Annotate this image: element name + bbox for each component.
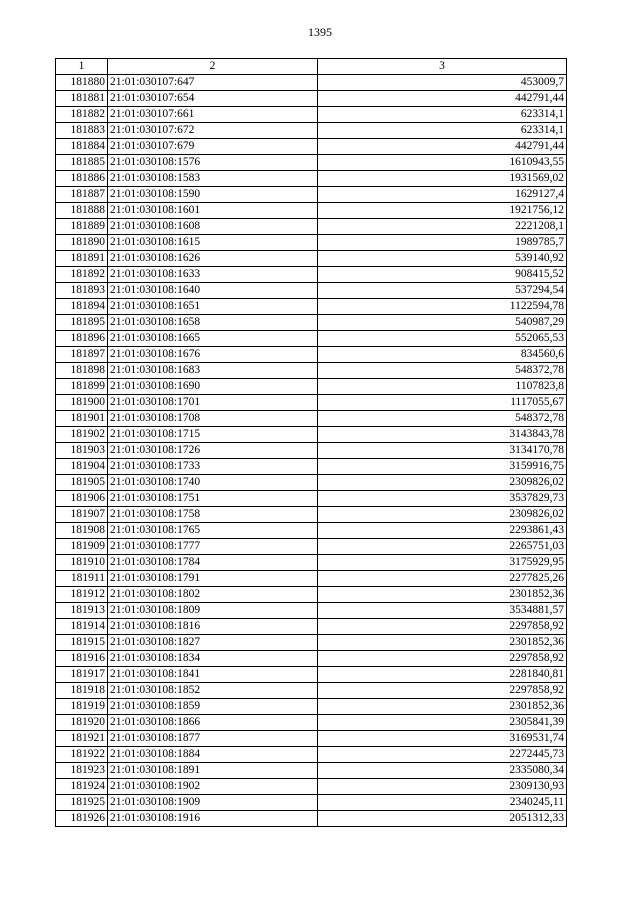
table-header-row [56, 59, 567, 75]
value-cell: 3175929,95 [318, 555, 567, 571]
table-row [56, 651, 567, 667]
table-row [56, 347, 567, 363]
cadastral-number-cell: 21:01:030108:1884 [108, 747, 318, 763]
table-row [56, 523, 567, 539]
cadastral-number-cell: 21:01:030108:1852 [108, 683, 318, 699]
table-row [56, 299, 567, 315]
row-number-cell: 181882 [56, 107, 108, 123]
cadastral-number-cell: 21:01:030108:1676 [108, 347, 318, 363]
row-number-cell: 181904 [56, 459, 108, 475]
value-cell: 3169531,74 [318, 731, 567, 747]
table-body [56, 75, 567, 827]
value-cell: 3534881,57 [318, 603, 567, 619]
row-number-cell: 181916 [56, 651, 108, 667]
row-number-cell: 181917 [56, 667, 108, 683]
value-cell: 548372,78 [318, 363, 567, 379]
table-row [56, 635, 567, 651]
value-cell: 3134170,78 [318, 443, 567, 459]
cadastral-number-cell: 21:01:030108:1916 [108, 811, 318, 827]
cadastral-number-cell: 21:01:030108:1658 [108, 315, 318, 331]
cadastral-number-cell: 21:01:030108:1601 [108, 203, 318, 219]
table-row [56, 587, 567, 603]
table-row [56, 283, 567, 299]
column-header-2: 2 [108, 59, 318, 75]
row-number-cell: 181892 [56, 267, 108, 283]
row-number-cell: 181923 [56, 763, 108, 779]
row-number-cell: 181911 [56, 571, 108, 587]
table-row [56, 379, 567, 395]
value-cell: 1931569,02 [318, 171, 567, 187]
table-row [56, 267, 567, 283]
cadastral-number-cell: 21:01:030108:1701 [108, 395, 318, 411]
row-number-cell: 181912 [56, 587, 108, 603]
row-number-cell: 181924 [56, 779, 108, 795]
row-number-cell: 181909 [56, 539, 108, 555]
cadastral-number-cell: 21:01:030108:1777 [108, 539, 318, 555]
cadastral-number-cell: 21:01:030108:1608 [108, 219, 318, 235]
cadastral-number-cell: 21:01:030108:1633 [108, 267, 318, 283]
table-row [56, 683, 567, 699]
table-row [56, 411, 567, 427]
cadastral-number-cell: 21:01:030108:1841 [108, 667, 318, 683]
row-number-cell: 181896 [56, 331, 108, 347]
value-cell: 548372,78 [318, 411, 567, 427]
row-number-cell: 181919 [56, 699, 108, 715]
data-table [55, 58, 567, 827]
table-row [56, 187, 567, 203]
value-cell: 908415,52 [318, 267, 567, 283]
cadastral-number-cell: 21:01:030108:1665 [108, 331, 318, 347]
value-cell: 3537829,73 [318, 491, 567, 507]
row-number-cell: 181893 [56, 283, 108, 299]
value-cell: 2301852,36 [318, 587, 567, 603]
cadastral-number-cell: 21:01:030108:1740 [108, 475, 318, 491]
cadastral-number-cell: 21:01:030108:1733 [108, 459, 318, 475]
value-cell: 2297858,92 [318, 683, 567, 699]
value-cell: 540987,29 [318, 315, 567, 331]
value-cell: 2309826,02 [318, 507, 567, 523]
value-cell: 2051312,33 [318, 811, 567, 827]
cadastral-number-cell: 21:01:030108:1791 [108, 571, 318, 587]
value-cell: 453009,7 [318, 75, 567, 91]
value-cell: 2297858,92 [318, 619, 567, 635]
value-cell: 2297858,92 [318, 651, 567, 667]
row-number-cell: 181883 [56, 123, 108, 139]
value-cell: 623314,1 [318, 107, 567, 123]
value-cell: 2293861,43 [318, 523, 567, 539]
value-cell: 2335080,34 [318, 763, 567, 779]
value-cell: 442791,44 [318, 91, 567, 107]
table-row [56, 251, 567, 267]
row-number-cell: 181901 [56, 411, 108, 427]
table-row [56, 603, 567, 619]
row-number-cell: 181914 [56, 619, 108, 635]
table-row [56, 539, 567, 555]
page-number: 1395 [308, 25, 332, 39]
cadastral-number-cell: 21:01:030108:1891 [108, 763, 318, 779]
row-number-cell: 181908 [56, 523, 108, 539]
row-number-cell: 181905 [56, 475, 108, 491]
cadastral-number-cell: 21:01:030108:1765 [108, 523, 318, 539]
table-row [56, 123, 567, 139]
cadastral-number-cell: 21:01:030108:1583 [108, 171, 318, 187]
cadastral-number-cell: 21:01:030107:647 [108, 75, 318, 91]
cadastral-number-cell: 21:01:030108:1809 [108, 603, 318, 619]
table-row [56, 747, 567, 763]
value-cell: 442791,44 [318, 139, 567, 155]
cadastral-number-cell: 21:01:030108:1802 [108, 587, 318, 603]
table-row [56, 91, 567, 107]
row-number-cell: 181890 [56, 235, 108, 251]
cadastral-number-cell: 21:01:030108:1877 [108, 731, 318, 747]
table-row [56, 171, 567, 187]
cadastral-number-cell: 21:01:030108:1626 [108, 251, 318, 267]
table-row [56, 235, 567, 251]
row-number-cell: 181918 [56, 683, 108, 699]
table-row [56, 555, 567, 571]
value-cell: 1989785,7 [318, 235, 567, 251]
cadastral-number-cell: 21:01:030108:1859 [108, 699, 318, 715]
column-header-1: 1 [56, 59, 108, 75]
table-row [56, 731, 567, 747]
cadastral-number-cell: 21:01:030108:1590 [108, 187, 318, 203]
cadastral-number-cell: 21:01:030108:1715 [108, 427, 318, 443]
row-number-cell: 181887 [56, 187, 108, 203]
value-cell: 3143843,78 [318, 427, 567, 443]
value-cell: 539140,92 [318, 251, 567, 267]
value-cell: 2340245,11 [318, 795, 567, 811]
value-cell: 2265751,03 [318, 539, 567, 555]
row-number-cell: 181886 [56, 171, 108, 187]
cadastral-number-cell: 21:01:030108:1902 [108, 779, 318, 795]
table-row [56, 715, 567, 731]
value-cell: 1629127,4 [318, 187, 567, 203]
value-cell: 3159916,75 [318, 459, 567, 475]
row-number-cell: 181906 [56, 491, 108, 507]
row-number-cell: 181907 [56, 507, 108, 523]
value-cell: 1117055,67 [318, 395, 567, 411]
row-number-cell: 181881 [56, 91, 108, 107]
value-cell: 1107823,8 [318, 379, 567, 395]
value-cell: 2301852,36 [318, 635, 567, 651]
table-row [56, 619, 567, 635]
cadastral-number-cell: 21:01:030108:1751 [108, 491, 318, 507]
value-cell: 1921756,12 [318, 203, 567, 219]
row-number-cell: 181910 [56, 555, 108, 571]
row-number-cell: 181889 [56, 219, 108, 235]
table-row [56, 203, 567, 219]
cadastral-number-cell: 21:01:030108:1640 [108, 283, 318, 299]
table-row [56, 363, 567, 379]
table-row [56, 699, 567, 715]
cadastral-number-cell: 21:01:030108:1726 [108, 443, 318, 459]
value-cell: 2301852,36 [318, 699, 567, 715]
table-row [56, 139, 567, 155]
value-cell: 834560,6 [318, 347, 567, 363]
cadastral-number-cell: 21:01:030107:679 [108, 139, 318, 155]
table-row [56, 459, 567, 475]
cadastral-number-cell: 21:01:030108:1866 [108, 715, 318, 731]
table-row [56, 667, 567, 683]
row-number-cell: 181895 [56, 315, 108, 331]
row-number-cell: 181922 [56, 747, 108, 763]
row-number-cell: 181902 [56, 427, 108, 443]
row-number-cell: 181925 [56, 795, 108, 811]
value-cell: 537294,54 [318, 283, 567, 299]
value-cell: 623314,1 [318, 123, 567, 139]
row-number-cell: 181880 [56, 75, 108, 91]
table-row [56, 219, 567, 235]
cadastral-number-cell: 21:01:030107:654 [108, 91, 318, 107]
cadastral-number-cell: 21:01:030108:1758 [108, 507, 318, 523]
table-row [56, 427, 567, 443]
cadastral-number-cell: 21:01:030107:672 [108, 123, 318, 139]
row-number-cell: 181913 [56, 603, 108, 619]
row-number-cell: 181899 [56, 379, 108, 395]
cadastral-number-cell: 21:01:030108:1576 [108, 155, 318, 171]
table-row [56, 395, 567, 411]
table-row [56, 507, 567, 523]
row-number-cell: 181891 [56, 251, 108, 267]
table-row [56, 155, 567, 171]
table-row [56, 315, 567, 331]
row-number-cell: 181926 [56, 811, 108, 827]
value-cell: 2305841,39 [318, 715, 567, 731]
table-row [56, 491, 567, 507]
row-number-cell: 181898 [56, 363, 108, 379]
cadastral-number-cell: 21:01:030108:1651 [108, 299, 318, 315]
value-cell: 2281840,81 [318, 667, 567, 683]
table-row [56, 811, 567, 827]
table-row [56, 779, 567, 795]
cadastral-number-cell: 21:01:030107:661 [108, 107, 318, 123]
cadastral-number-cell: 21:01:030108:1834 [108, 651, 318, 667]
row-number-cell: 181897 [56, 347, 108, 363]
table-row [56, 331, 567, 347]
row-number-cell: 181888 [56, 203, 108, 219]
row-number-cell: 181894 [56, 299, 108, 315]
cadastral-number-cell: 21:01:030108:1690 [108, 379, 318, 395]
cadastral-number-cell: 21:01:030108:1784 [108, 555, 318, 571]
table-row [56, 443, 567, 459]
table-row [56, 795, 567, 811]
value-cell: 2309826,02 [318, 475, 567, 491]
value-cell: 2272445,73 [318, 747, 567, 763]
table-row [56, 75, 567, 91]
value-cell: 1122594,78 [318, 299, 567, 315]
cadastral-number-cell: 21:01:030108:1615 [108, 235, 318, 251]
row-number-cell: 181885 [56, 155, 108, 171]
row-number-cell: 181915 [56, 635, 108, 651]
table-row [56, 107, 567, 123]
value-cell: 2277825,26 [318, 571, 567, 587]
table-row [56, 475, 567, 491]
table-row [56, 763, 567, 779]
row-number-cell: 181884 [56, 139, 108, 155]
value-cell: 2309130,93 [318, 779, 567, 795]
cadastral-number-cell: 21:01:030108:1827 [108, 635, 318, 651]
row-number-cell: 181921 [56, 731, 108, 747]
table-row [56, 571, 567, 587]
row-number-cell: 181903 [56, 443, 108, 459]
cadastral-number-cell: 21:01:030108:1708 [108, 411, 318, 427]
cadastral-number-cell: 21:01:030108:1909 [108, 795, 318, 811]
cadastral-number-cell: 21:01:030108:1816 [108, 619, 318, 635]
row-number-cell: 181900 [56, 395, 108, 411]
cadastral-number-cell: 21:01:030108:1683 [108, 363, 318, 379]
column-header-3: 3 [318, 59, 567, 75]
value-cell: 552065,53 [318, 331, 567, 347]
value-cell: 1610943,55 [318, 155, 567, 171]
value-cell: 2221208,1 [318, 219, 567, 235]
row-number-cell: 181920 [56, 715, 108, 731]
